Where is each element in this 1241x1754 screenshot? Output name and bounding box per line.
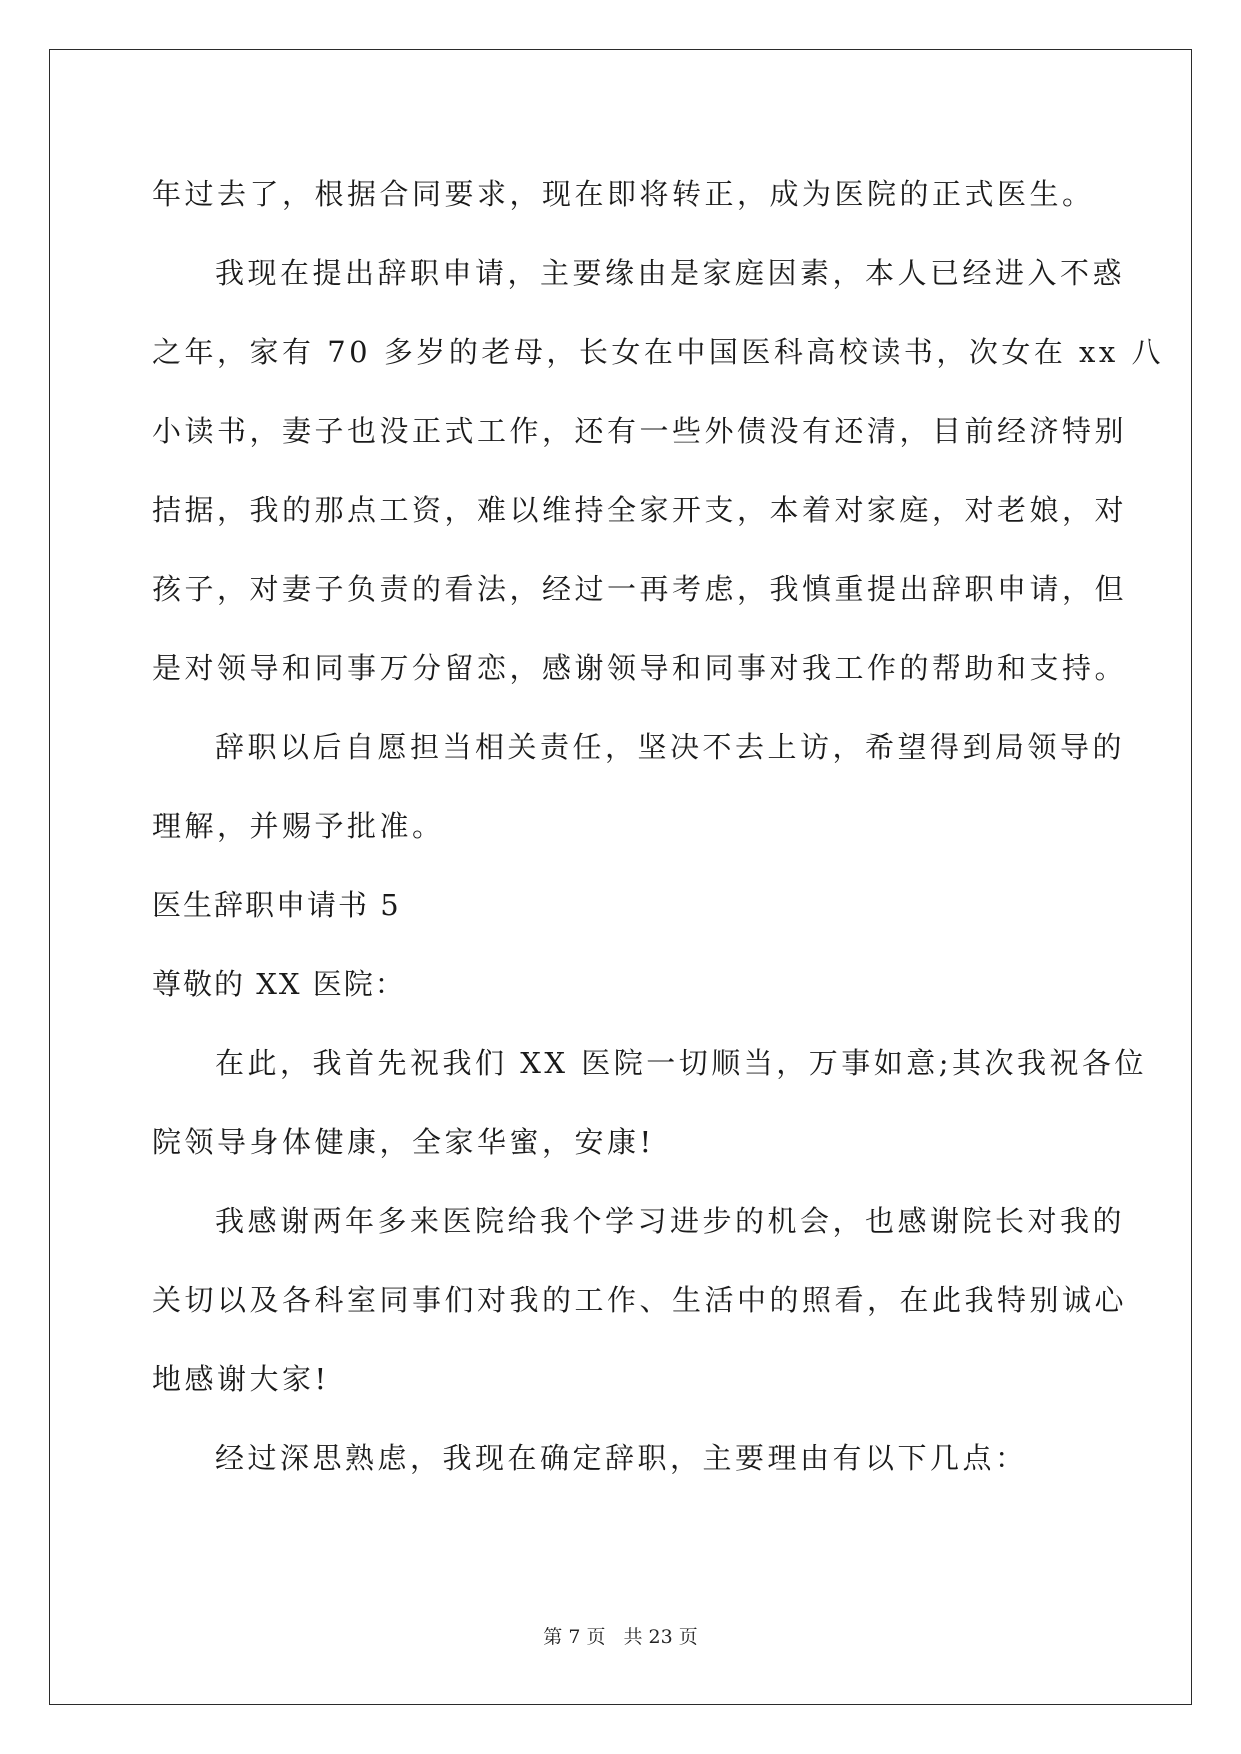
- paragraph-line: 地感谢大家!: [152, 1362, 330, 1396]
- page-footer: [0, 1622, 1241, 1649]
- document-body: [152, 155, 1164, 1498]
- paragraph-line: 辞职以后自愿担当相关责任，坚决不去上访，希望得到局领导的: [215, 730, 1126, 764]
- page-number: 第 7 页: [543, 1626, 606, 1648]
- paragraph-line: 拮据，我的那点工资，难以维持全家开支，本着对家庭，对老娘，对: [152, 493, 1128, 527]
- paragraph-line: 院领导身体健康，全家华蜜，安康!: [152, 1125, 655, 1159]
- paragraph-line: 小读书，妻子也没正式工作，还有一些外债没有还清，目前经济特别: [152, 414, 1128, 448]
- paragraph-line: 年过去了，根据合同要求，现在即将转正，成为医院的正式医生。: [152, 177, 1095, 211]
- paragraph-line: 经过深思熟虑，我现在确定辞职，主要理由有以下几点：: [215, 1441, 1028, 1475]
- section-heading: 医生辞职申请书 5: [152, 888, 401, 922]
- salutation: 尊敬的 XX 医院：: [152, 967, 406, 1001]
- page-total: 共 23 页: [623, 1626, 698, 1648]
- paragraph-line: 理解，并赐予批准。: [152, 809, 445, 843]
- paragraph-line: 孩子，对妻子负责的看法，经过一再考虑，我慎重提出辞职申请，但: [152, 572, 1128, 606]
- paragraph-line: 关切以及各科室同事们对我的工作、生活中的照看，在此我特别诚心: [152, 1283, 1128, 1317]
- paragraph-line: 在此，我首先祝我们 XX 医院一切顺当，万事如意;其次我祝各位: [215, 1046, 1147, 1080]
- paragraph-line: 之年，家有 70 多岁的老母，长女在中国医科高校读书，次女在 xx 八: [152, 335, 1164, 369]
- paragraph-line: 是对领导和同事万分留恋，感谢领导和同事对我工作的帮助和支持。: [152, 651, 1128, 685]
- paragraph-line: 我感谢两年多来医院给我个学习进步的机会，也感谢院长对我的: [215, 1204, 1126, 1238]
- paragraph-line: 我现在提出辞职申请，主要缘由是家庭因素，本人已经进入不惑: [215, 256, 1126, 290]
